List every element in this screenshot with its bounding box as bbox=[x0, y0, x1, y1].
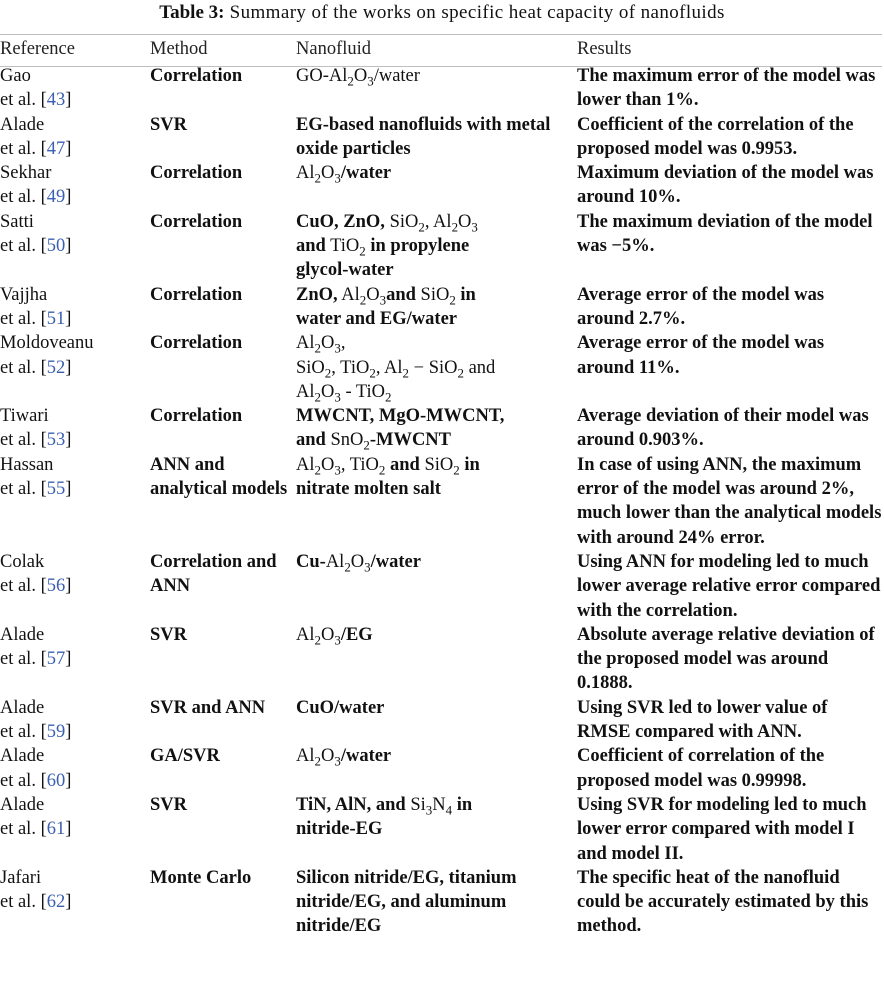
nanofluid-cell: $Al_2O_3$/water bbox=[296, 163, 392, 186]
result-cell: Average error of the model was around 11%. bbox=[577, 333, 825, 378]
et-al-text: et al. [ bbox=[0, 722, 47, 743]
citation-close-bracket: ] bbox=[65, 819, 72, 840]
nanofluid-cell: $Al_2O_3$/water bbox=[296, 746, 392, 769]
citation-link[interactable]: 55 bbox=[46, 479, 66, 500]
et-al-text: et al. [ bbox=[0, 90, 47, 111]
author-name: Alade bbox=[0, 794, 45, 815]
result-cell: Using SVR for modeling led to much lower error compared with model I and model II. bbox=[577, 794, 867, 864]
nanofluid-cell: CuO/water bbox=[296, 697, 385, 718]
et-al-text: et al. [ bbox=[0, 236, 47, 257]
method-cell: SVR bbox=[150, 114, 188, 135]
table-row bbox=[0, 866, 884, 939]
reference-cell bbox=[0, 161, 150, 210]
reference-cell bbox=[0, 744, 150, 793]
method-cell: SVR bbox=[150, 794, 188, 815]
table-row bbox=[0, 64, 884, 113]
col-header-nanofluid: Nanofluid bbox=[296, 39, 372, 59]
nanofluid-cell: $GO-Al_2O_3$/water bbox=[296, 66, 420, 89]
table-row bbox=[0, 744, 884, 793]
table-row bbox=[0, 793, 884, 866]
nanofluid-cell: $Al_2O_3$, SiO$_2$, TiO$_2$, $Al_2 - SiO_2$ and $Al_2O_3 - TiO_2$ bbox=[296, 333, 496, 405]
result-cell: The maximum deviation of the model was −5%. bbox=[577, 211, 873, 257]
table-row bbox=[0, 623, 884, 696]
method-cell: SVR and ANN bbox=[150, 697, 266, 718]
citation-close-bracket: ] bbox=[65, 236, 72, 257]
citation-link[interactable]: 61 bbox=[46, 819, 66, 840]
caption-label: Table 3: bbox=[159, 2, 225, 23]
author-name: Sekhar bbox=[0, 163, 52, 184]
method-cell: Correlation bbox=[150, 406, 243, 427]
method-cell: GA/SVR bbox=[150, 746, 220, 767]
citation-close-bracket: ] bbox=[65, 576, 72, 597]
citation-close-bracket: ] bbox=[65, 187, 72, 208]
top-rule bbox=[0, 34, 882, 35]
method-cell: Correlation bbox=[150, 163, 243, 184]
nanofluid-cell: TiN, AlN, and $Si_3N_4$ in nitride-EG bbox=[296, 794, 473, 840]
nanofluid-cell: EG-based nanofluids with metal oxide particles bbox=[296, 114, 551, 159]
method-cell: Correlation and ANN bbox=[150, 551, 277, 597]
reference-cell bbox=[0, 283, 150, 332]
et-al-text: et al. [ bbox=[0, 770, 47, 791]
citation-link[interactable]: 43 bbox=[46, 90, 66, 111]
reference-cell bbox=[0, 331, 150, 404]
author-name: Hassan bbox=[0, 454, 54, 475]
summary-table bbox=[0, 37, 884, 939]
table-row bbox=[0, 283, 884, 332]
et-al-text: et al. [ bbox=[0, 576, 47, 597]
result-cell: The specific heat of the nanofluid could be accurately estimated by this method. bbox=[577, 867, 869, 937]
col-header-reference: Reference bbox=[0, 39, 75, 59]
reference-cell bbox=[0, 696, 150, 745]
caption-title: Summary of the works on specific heat capacity of nanofluids bbox=[229, 2, 725, 23]
table-row bbox=[0, 550, 884, 623]
reference-cell bbox=[0, 64, 150, 113]
reference-cell bbox=[0, 404, 150, 453]
nanofluid-cell: $Al_2O_3$, TiO$_2$ and SiO$_2$ in nitrate molten salt bbox=[296, 454, 480, 500]
author-name: Alade bbox=[0, 114, 45, 135]
nanofluid-cell: CuO, ZnO, SiO$_2$, $Al_2O_3$ and TiO$_2$ in propylene glycol-water bbox=[296, 211, 478, 281]
author-name: Jafari bbox=[0, 867, 42, 888]
citation-close-bracket: ] bbox=[65, 892, 72, 913]
result-cell: Absolute average relative deviation of the proposed model was around 0.1888. bbox=[577, 624, 875, 694]
author-name: Moldoveanu bbox=[0, 333, 94, 354]
table-body bbox=[0, 64, 884, 939]
header-row bbox=[0, 37, 884, 64]
reference-cell bbox=[0, 210, 150, 283]
table-row bbox=[0, 113, 884, 162]
citation-close-bracket: ] bbox=[65, 649, 72, 670]
table-row bbox=[0, 404, 884, 453]
citation-link[interactable]: 51 bbox=[46, 308, 66, 329]
author-name: Tiwari bbox=[0, 406, 49, 427]
author-name: Colak bbox=[0, 551, 45, 572]
method-cell: Correlation bbox=[150, 333, 243, 354]
method-cell: Correlation bbox=[150, 66, 243, 86]
result-cell: Average deviation of their model was around 0.903%. bbox=[577, 406, 869, 451]
et-al-text: et al. [ bbox=[0, 357, 47, 378]
citation-link[interactable]: 60 bbox=[46, 770, 66, 791]
citation-close-bracket: ] bbox=[65, 90, 72, 111]
table-row bbox=[0, 331, 884, 404]
method-cell: ANN and analytical models bbox=[150, 454, 288, 500]
col-header-results: Results bbox=[577, 39, 632, 59]
citation-link[interactable]: 57 bbox=[46, 649, 66, 670]
method-cell: Correlation bbox=[150, 211, 243, 232]
col-header-method: Method bbox=[150, 39, 208, 59]
result-cell: The maximum error of the model was lower than 1%. bbox=[577, 66, 876, 111]
reference-cell bbox=[0, 113, 150, 162]
table-caption bbox=[0, 2, 884, 24]
table-row bbox=[0, 161, 884, 210]
et-al-text: et al. [ bbox=[0, 892, 47, 913]
citation-close-bracket: ] bbox=[65, 138, 72, 159]
citation-link[interactable]: 52 bbox=[46, 357, 66, 378]
reference-cell bbox=[0, 866, 150, 939]
et-al-text: et al. [ bbox=[0, 138, 47, 159]
result-cell: Using SVR led to lower value of RMSE compared with ANN. bbox=[577, 697, 828, 743]
method-cell: Monte Carlo bbox=[150, 867, 252, 888]
author-name: Alade bbox=[0, 624, 45, 645]
result-cell: Coefficient of correlation of the proposed model was 0.99998. bbox=[577, 746, 825, 791]
nanofluid-cell: $Cu-Al_2O_3$/water bbox=[296, 551, 421, 575]
citation-link[interactable]: 53 bbox=[46, 430, 66, 451]
table-row bbox=[0, 453, 884, 550]
citation-link[interactable]: 59 bbox=[46, 722, 66, 743]
reference-cell bbox=[0, 550, 150, 623]
citation-link[interactable]: 62 bbox=[46, 892, 66, 913]
citation-close-bracket: ] bbox=[65, 722, 72, 743]
reference-cell bbox=[0, 623, 150, 696]
nanofluid-cell: MWCNT, MgO-MWCNT, and SnO$_2$-MWCNT bbox=[296, 406, 505, 453]
author-name: Gao bbox=[0, 66, 31, 86]
reference-cell bbox=[0, 793, 150, 866]
citation-close-bracket: ] bbox=[65, 770, 72, 791]
method-cell: Correlation bbox=[150, 284, 243, 305]
result-cell: In case of using ANN, the maximum error of the model was around 2%, much lower than the analytical models with around 24% error. bbox=[577, 454, 882, 548]
citation-link[interactable]: 49 bbox=[46, 187, 66, 208]
table-row bbox=[0, 696, 884, 745]
et-al-text: et al. [ bbox=[0, 479, 47, 500]
author-name: Alade bbox=[0, 746, 45, 767]
method-cell: SVR bbox=[150, 624, 188, 645]
citation-close-bracket: ] bbox=[65, 430, 72, 451]
et-al-text: et al. [ bbox=[0, 819, 47, 840]
result-cell: Average error of the model was around 2.7%. bbox=[577, 284, 825, 329]
table-row bbox=[0, 210, 884, 283]
et-al-text: et al. [ bbox=[0, 308, 47, 329]
nanofluid-cell: Silicon nitride/EG, titanium nitride/EG, and aluminum nitride/EG bbox=[296, 867, 517, 937]
result-cell: Using ANN for modeling led to much lower average relative error compared with the correlation. bbox=[577, 551, 881, 621]
et-al-text: et al. [ bbox=[0, 187, 47, 208]
author-name: Satti bbox=[0, 211, 34, 232]
citation-close-bracket: ] bbox=[65, 357, 72, 378]
citation-link[interactable]: 50 bbox=[46, 236, 66, 257]
reference-cell bbox=[0, 453, 150, 550]
et-al-text: et al. [ bbox=[0, 649, 47, 670]
nanofluid-cell: $Al_2O_3/EG$ bbox=[296, 624, 373, 648]
author-name: Vajjha bbox=[0, 284, 48, 305]
author-name: Alade bbox=[0, 697, 45, 718]
citation-link[interactable]: 47 bbox=[46, 138, 66, 159]
nanofluid-cell: ZnO, $Al_2O_3and$ SiO$_2$ in water and EG/water bbox=[296, 284, 476, 329]
citation-close-bracket: ] bbox=[65, 479, 72, 500]
result-cell: Maximum deviation of the model was around 10%. bbox=[577, 163, 874, 208]
citation-link[interactable]: 56 bbox=[46, 576, 66, 597]
citation-close-bracket: ] bbox=[65, 308, 72, 329]
result-cell: Coefficient of the correlation of the proposed model was 0.9953. bbox=[577, 114, 854, 159]
et-al-text: et al. [ bbox=[0, 430, 47, 451]
